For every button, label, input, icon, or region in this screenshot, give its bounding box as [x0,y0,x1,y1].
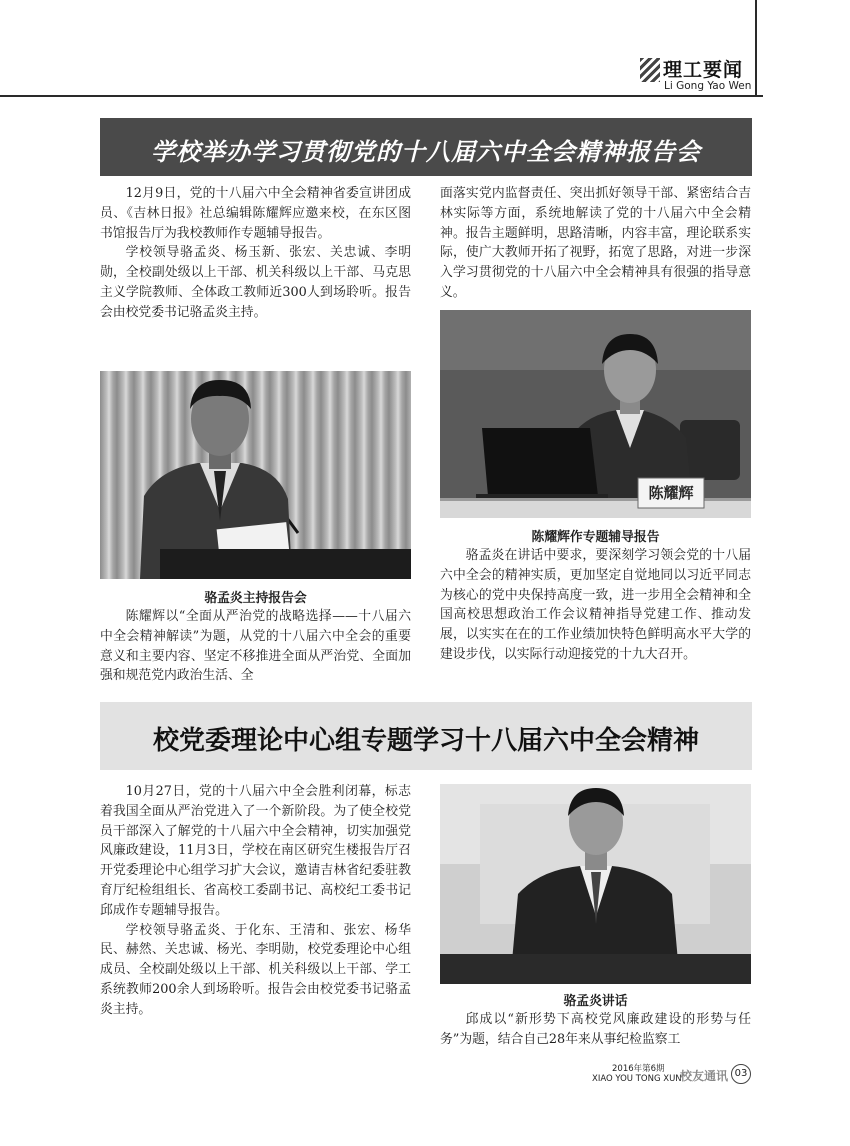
article1-col2-bottom [440,546,751,665]
header-rule [0,95,763,97]
article2-paragraph: 10月27日，党的十八届六中全会胜利闭幕，标志着我国全面从严治党进入了一个新阶段。为了使全校党员干部深入了解党的十八届六中全会精神，切实加强党风廉政建设，11月3日，学校在南区研究生楼报告厅召开党委理论中心组学习扩大会议，邀请吉林省纪委驻教育厅纪检组组长、省高校工委副书记、高校纪工委书记邱成作专题辅导报告。 [100,784,411,918]
footer-issue: 2016年第6期 [612,1064,665,1074]
article2-col1 [100,782,411,1020]
nameplate-text: 陈耀辉 [648,484,694,502]
article2-title: 校党委理论中心组专题学习十八届六中全会精神 [152,726,699,756]
article2-title-banner [100,702,752,770]
person-illustration [100,371,411,579]
article1-col1-bottom [100,607,411,686]
speaker-illustration [440,784,751,984]
photo-lecturer-desk [440,310,751,518]
article2-paragraph: 学校领导骆孟炎、于化东、王清和、张宏、杨华民、赫然、关忠诚、杨光、李明勋，校党委理论中心组成员、全校副处级以上干部、机关科级以上干部、学工系统教师200余人到场聆听。报告会由校党委书记骆孟炎主持。 [100,922,411,1017]
footer-pinyin: XIAO YOU TONG XUN [592,1074,682,1084]
article1-paragraph: 学校领导骆孟炎、杨玉新、张宏、关忠诚、李明勋，全校副处级以上干部、机关科级以上干部、马克思主义学院教师、全体政工教师近300人到场聆听。报告会由校党委书记骆孟炎主持。 [100,245,411,320]
lecturer-illustration [440,310,751,518]
article2-paragraph: 邱成以“新形势下高校党风廉政建设的形势与任务”为题，结合自己28年来从事纪检监察工 [440,1012,751,1047]
article1-title-banner [100,118,752,176]
article1-paragraph: 12月9日，党的十八届六中全会精神省委宣讲团成员、《吉林日报》社总编辑陈耀辉应邀来校，在东区图书馆报告厅为我校教师作专题辅导报告。 [100,186,411,241]
photo1-caption: 骆孟炎主持报告会 [204,591,307,606]
photo-speaker-podium [100,371,411,579]
section-subtitle: Li Gong Yao Wen [664,80,752,92]
photo2-caption: 陈耀辉作专题辅导报告 [531,530,660,545]
photo-speaker-standing [440,784,751,984]
page-number: 03 [731,1064,751,1084]
photo3-caption: 骆孟炎讲话 [563,994,628,1009]
article1-paragraph: 面落实党内监督责任、突出抓好领导干部、紧密结合吉林实际等方面，系统地解读了党的十八届六中全会精神。报告主题鲜明，思路清晰，内容丰富，理论联系实际，使广大教师开拓了视野，拓宽了思路，对进一步深入学习贯彻党的十八届六中全会精神具有很强的指导意义。 [440,186,751,300]
section-stripe-icon [640,58,660,82]
article1-title: 学校举办学习贯彻党的十八届六中全会精神报告会 [151,137,701,166]
article1-paragraph: 骆孟炎在讲话中要求，要深刻学习领会党的十八届六中全会的精神实质，更加坚定自觉地同以习近平同志为核心的党中央保持高度一致，进一步用全会精神和全国高校思想政治工作会议精神指导党建工作、推动发展，以实实在在的工作业绩加快特色鲜明高水平大学的建设步伐，以实际行动迎接党的十九大召开。 [440,548,751,662]
header-vertical-rule [755,0,757,95]
article1-col2-top [440,184,751,303]
article1-paragraph: 陈耀辉以“全面从严治党的战略选择——十八届六中全会精神解读”为题，从党的十八届六中全会的重要意义和主要内容、坚定不移推进全面从严治党、全面加强和规范党内政治生活、全 [100,609,411,684]
article2-col2 [440,1010,751,1050]
footer-brand: 校友通讯 [680,1069,729,1083]
article1-col1-top [100,184,411,323]
section-title: 理工要闻 [663,59,744,81]
